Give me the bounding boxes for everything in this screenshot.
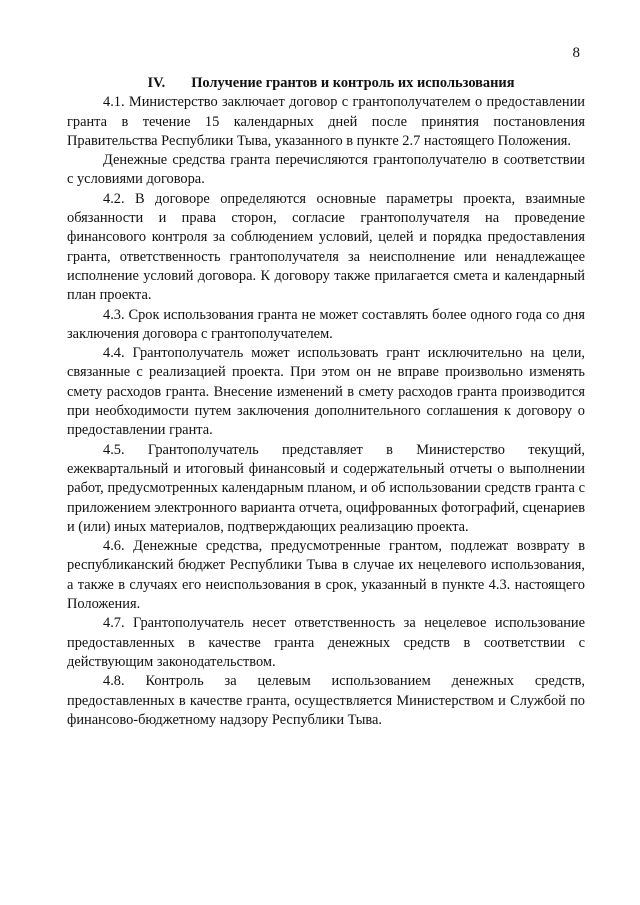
paragraph-4-1-funds: Денежные средства гранта перечисляются грантополучателю в соответствии с условиями договора. [67,152,585,188]
section-number: IV. [147,75,166,91]
paragraph-4-8: 4.8. Контроль за целевым использованием денежных средств, предоставленных в качестве гранта, осуществляется Министерством и Службой по финансово-бюджетному надзору Республики Тыва. [67,673,585,728]
document-body [67,74,585,730]
paragraph-4-4: 4.4. Грантополучатель может использовать грант исключительно на цели, связанные с реализацией проекта. При этом он не вправе произвольно изменять смету расходов гранта. Внесение изменений в смету расходов гранта производится при необходимости путем заключения дополнительного соглашения к договору о предоставлении гранта. [67,345,585,439]
paragraph-4-6: 4.6. Денежные средства, предусмотренные грантом, подлежат возврату в республиканский бюджет Республики Тыва в случае их нецелевого использования, а также в случаях его неиспользования в срок, указанный в пункте 4.3. настоящего Положения. [67,538,585,613]
section-title [67,74,585,93]
paragraph-4-3: 4.3. Срок использования гранта не может составлять более одного года со дня заключения договора с грантополучателем. [67,306,585,342]
paragraph-4-1: 4.1. Министерство заключает договор с грантополучателем о предоставлении гранта в течение 15 календарных дней после принятия постановления Правительства Республики Тыва, указанного в пункте 2.7 настоящего Положения. [67,94,585,149]
page-number: 8 [572,45,580,61]
paragraph-4-2: 4.2. В договоре определяются основные параметры проекта, взаимные обязанности и права сторон, согласие грантополучателя на проведение финансового контроля за соблюдением условий, целей и порядка предоставления гранта, ответственность грантополучателя за неисполнение или ненадлежащее исполнение условий договора. К договору также прилагается смета и календарный план проекта. [67,190,585,304]
paragraph-4-5: 4.5. Грантополучатель представляет в Министерство текущий, ежеквартальный и итоговый финансовый и содержательный отчеты о выполнении работ, предусмотренных календарным планом, и об использовании средств гранта с приложением электронного варианта отчета, оцифрованных фотографий, сценариев и (или) иных материалов, подтверждающих реализацию проекта. [67,441,585,535]
section-heading: Получение грантов и контроль их использования [191,75,515,91]
paragraph-4-7: 4.7. Грантополучатель несет ответственность за нецелевое использование предоставленных в качестве гранта денежных средств в соответствии с действующим законодательством. [67,615,585,670]
